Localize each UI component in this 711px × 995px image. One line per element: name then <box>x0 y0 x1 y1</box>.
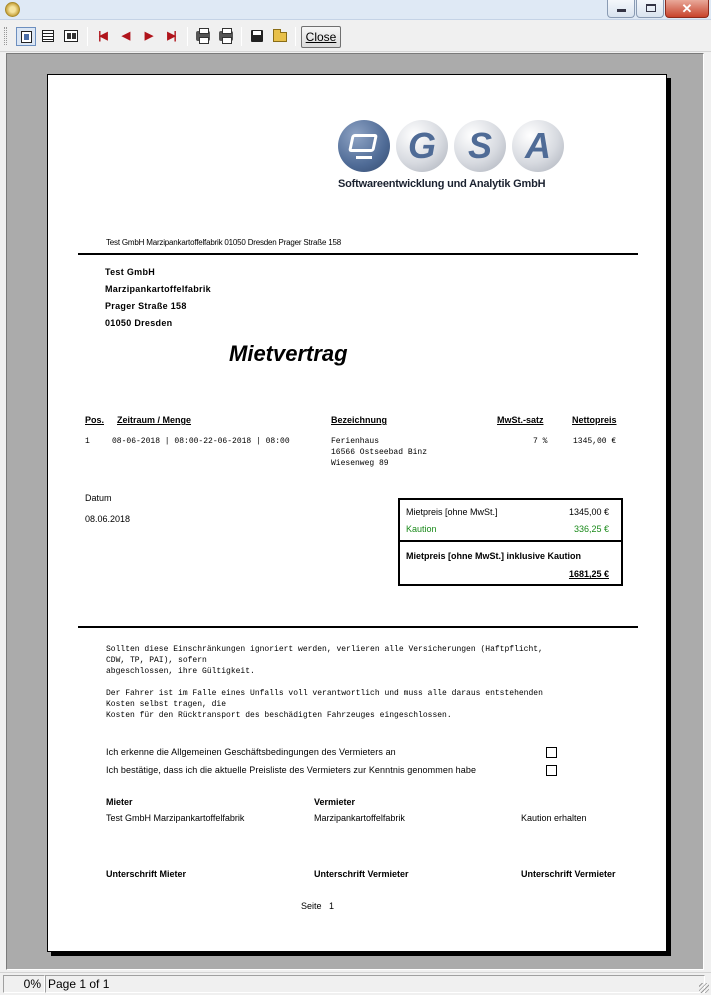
toolbar-separator <box>241 27 242 46</box>
page-width-view-button[interactable] <box>38 27 58 46</box>
document-title: Mietvertrag <box>229 341 348 366</box>
mietpreis-label: Mietpreis [ohne MwSt.] <box>406 507 498 517</box>
cell-mwst: 7 % <box>533 437 548 446</box>
datum-value: 08.06.2018 <box>85 514 131 524</box>
terms-text: Der Fahrer ist im Falle eines Unfalls voll verantwortlich und muss alle daraus entstehenden <box>106 689 543 698</box>
mieter-heading: Mieter <box>106 797 133 807</box>
maximize-icon <box>646 4 656 12</box>
cell-pos: 1 <box>85 437 90 446</box>
toolbar-separator <box>295 27 296 46</box>
page-label: Seite <box>301 901 322 911</box>
first-page-button[interactable] <box>92 27 112 46</box>
page-indicator: Page 1 of 1 <box>45 975 705 993</box>
monitor-icon <box>348 134 378 152</box>
save-disk-icon <box>251 30 263 42</box>
toolbar-separator <box>87 27 88 46</box>
mieter-name: Test GmbH Marzipankartoffelfabrik <box>106 813 245 823</box>
status-bar <box>0 972 711 995</box>
col-header-pos: Pos. <box>85 415 105 425</box>
page-footer <box>301 901 334 911</box>
printer-icon <box>219 31 233 41</box>
logo-letter-g: G <box>396 120 448 172</box>
terms-text: Kosten selbst tragen, die <box>106 700 227 709</box>
page-width-icon <box>42 30 54 42</box>
single-page-icon <box>21 31 32 43</box>
multi-page-icon <box>64 30 78 42</box>
signature-mieter: Unterschrift Mieter <box>106 869 187 879</box>
agb-checkbox[interactable] <box>546 747 557 758</box>
next-page-button[interactable] <box>138 27 158 46</box>
kaution-received: Kaution erhalten <box>521 813 587 823</box>
last-page-button[interactable] <box>161 27 181 46</box>
prev-page-button[interactable] <box>115 27 135 46</box>
next-page-icon: ▶ <box>144 30 152 42</box>
print-button[interactable] <box>216 27 236 46</box>
price-summary-box <box>398 498 623 586</box>
prev-page-icon: ◀ <box>121 30 129 42</box>
close-icon: ✕ <box>681 1 693 16</box>
save-button[interactable] <box>247 27 267 46</box>
last-page-icon: ▶| <box>167 30 175 42</box>
logo-letter-s: S <box>454 120 506 172</box>
multi-page-view-button[interactable] <box>61 27 81 46</box>
kaution-value: 336,25 € <box>573 524 609 534</box>
logo-monitor-ball <box>338 120 390 172</box>
minimize-icon <box>617 9 626 12</box>
address-line: Marzipankartoffelfabrik <box>105 284 211 294</box>
address-line: Test GmbH <box>105 267 156 277</box>
terms-text: Kosten für den Rücktransport des beschädigten Fahrzeuges eingeschlossen. <box>106 711 452 720</box>
total-value: 1681,25 € <box>568 569 609 579</box>
first-page-icon: |◀ <box>98 30 106 42</box>
terms-divider <box>78 626 638 628</box>
cell-bezeichnung: Wiesenweg 89 <box>331 459 389 468</box>
signature-vermieter: Unterschrift Vermieter <box>314 869 409 879</box>
logo-letter-a: A <box>512 120 564 172</box>
col-header-mwst: MwSt.-satz <box>497 415 544 425</box>
preisliste-checkbox[interactable] <box>546 765 557 776</box>
terms-text: CDW, TP, PAI), sofern <box>106 656 207 665</box>
resize-grip[interactable] <box>699 983 709 993</box>
preisliste-check-label: Ich bestätige, dass ich die aktuelle Preisliste des Vermieters zur Kenntnis genommen habe <box>106 765 477 775</box>
minimize-button[interactable] <box>607 0 635 18</box>
col-header-netto: Nettopreis <box>572 415 617 425</box>
single-page-view-button[interactable] <box>16 27 36 46</box>
address-line: Prager Straße 158 <box>105 301 187 311</box>
vermieter-heading: Vermieter <box>314 797 356 807</box>
open-folder-icon <box>273 32 287 42</box>
agb-check-label: Ich erkenne die Allgemeinen Geschäftsbedingungen des Vermieters an <box>106 747 396 757</box>
report-page <box>47 74 667 952</box>
terms-text: abgeschlossen, ihre Gültigkeit. <box>106 667 255 676</box>
col-header-zeitraum: Zeitraum / Menge <box>117 415 192 425</box>
toolbar-grip[interactable] <box>4 27 7 45</box>
kaution-label: Kaution <box>406 524 437 534</box>
datum-label: Datum <box>85 493 112 503</box>
col-header-bezeichnung: Bezeichnung <box>331 415 388 425</box>
mietpreis-value: 1345,00 € <box>568 507 609 517</box>
maximize-button[interactable] <box>636 0 664 18</box>
cell-bezeichnung: Ferienhaus <box>331 437 380 446</box>
toolbar-separator <box>187 27 188 46</box>
toolbar <box>0 21 711 52</box>
logo-tagline: Softwareentwicklung und Analytik GmbH <box>338 178 546 190</box>
cell-netto: 1345,00 € <box>573 437 617 446</box>
report-preview-area[interactable] <box>6 53 704 970</box>
signature-vermieter: Unterschrift Vermieter <box>521 869 616 879</box>
progress-percent: 0% <box>3 975 45 993</box>
terms-text: Sollten diese Einschränkungen ignoriert werden, verlieren alle Versicherungen (Haftpflicht, <box>106 645 543 654</box>
open-button[interactable] <box>270 27 290 46</box>
print-setup-button[interactable] <box>193 27 213 46</box>
app-icon <box>5 2 20 17</box>
address-line: 01050 Dresden <box>105 318 173 328</box>
cell-zeitraum: 08-06-2018 | 08:00-22-06-2018 | 08:00 <box>112 437 290 446</box>
gsa-logo <box>338 120 568 200</box>
sender-line: Test GmbH Marzipankartoffelfabrik 01050 Dresden Prager Straße 158 <box>106 238 341 247</box>
page-number: 1 <box>329 901 335 911</box>
printer-setup-icon <box>196 31 210 41</box>
pricebox-divider <box>400 540 621 542</box>
window-close-button[interactable] <box>665 0 709 18</box>
title-bar <box>0 0 711 20</box>
close-button[interactable]: Close <box>301 26 341 48</box>
header-divider <box>78 253 638 255</box>
vermieter-name: Marzipankartoffelfabrik <box>314 813 405 823</box>
total-label: Mietpreis [ohne MwSt.] inklusive Kaution <box>406 551 582 561</box>
cell-bezeichnung: 16566 Ostseebad Binz <box>331 448 428 457</box>
